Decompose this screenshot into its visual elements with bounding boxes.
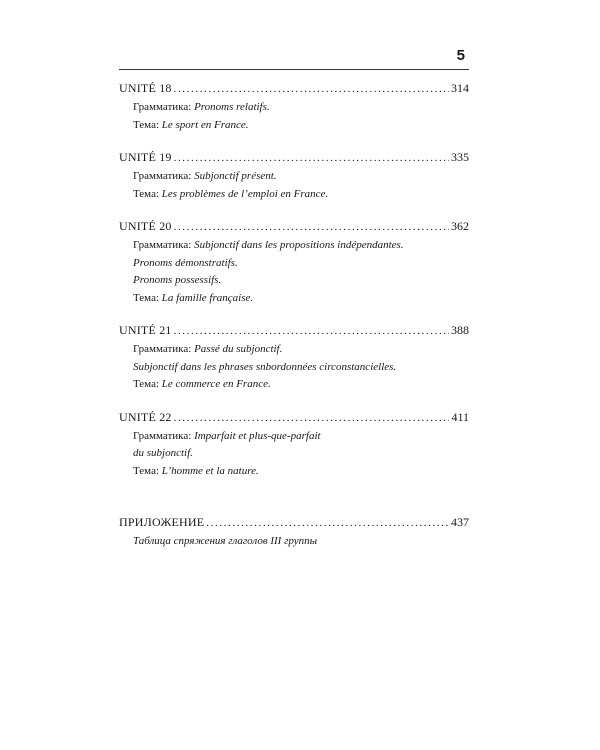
subline-label: Тема:	[133, 118, 162, 131]
subline-label: Грамматика:	[133, 429, 195, 442]
subline-label: Грамматика:	[133, 101, 195, 113]
toc-entry-title: UNITÉ 21	[119, 323, 172, 337]
toc-subline	[133, 359, 469, 377]
subline-text: La famille française.	[161, 291, 254, 304]
subline-label: Тема:	[133, 378, 162, 390]
toc-entry-heading[interactable]	[119, 79, 469, 99]
toc-entry-unite-18	[119, 79, 469, 134]
subline-label: Грамматика:	[133, 343, 195, 355]
dot-leader	[174, 322, 449, 341]
page-number: 5	[456, 47, 465, 64]
subline-label: Грамматика:	[133, 170, 195, 182]
toc-entry-heading[interactable]	[119, 408, 469, 428]
dot-leader	[174, 218, 449, 237]
subline-text: Subjonctif dans les propositions indépendantes.	[194, 239, 404, 251]
appendix-note: Таблица спряжения глаголов III группы	[133, 535, 318, 547]
toc-subline	[133, 237, 469, 255]
subline-text: Pronoms possessifs.	[133, 274, 222, 286]
toc-subline	[133, 290, 469, 308]
subline-text: du subjonctif.	[133, 447, 193, 459]
subline-label: Тема:	[133, 464, 162, 477]
subline-text: Passé du subjonctif.	[194, 343, 283, 355]
toc-entry-unite-22	[119, 408, 469, 481]
toc-subline	[133, 463, 469, 481]
toc-subline	[133, 117, 469, 135]
toc-subline	[133, 168, 469, 186]
toc-entry-page: 388	[451, 323, 469, 337]
toc-entry-heading[interactable]	[119, 513, 469, 533]
toc-entry-appendix	[119, 513, 469, 550]
toc-entry-page: 362	[451, 219, 469, 233]
toc-entry-unite-21	[119, 321, 469, 394]
subline-text: Le sport en France.	[161, 118, 249, 131]
toc-entry-title: UNITÉ 22	[119, 409, 172, 424]
dot-leader	[174, 80, 449, 99]
toc-entry-unite-20	[119, 217, 469, 307]
toc-entry-heading[interactable]	[119, 321, 469, 341]
header-rule	[119, 69, 469, 70]
subline-text: Subjonctif dans les phrases snbordonnées circonstancielles.	[133, 360, 397, 373]
subline-text: Le commerce en France.	[161, 378, 271, 390]
toc-entry-page: 437	[451, 515, 469, 529]
toc-entry-page: 335	[451, 150, 469, 164]
dot-leader	[174, 149, 449, 168]
toc-subline	[133, 376, 469, 394]
subline-text: Imparfait et plus-que-parfait	[194, 429, 321, 442]
toc-subline	[133, 445, 469, 463]
dot-leader	[206, 514, 449, 533]
table-of-contents	[119, 79, 469, 564]
subline-text: Pronoms relatifs.	[194, 101, 270, 113]
toc-subline	[133, 255, 469, 273]
subline-label: Тема:	[133, 291, 162, 304]
toc-entry-heading[interactable]	[119, 148, 469, 168]
subline-text: Subjonctif présent.	[194, 170, 277, 182]
toc-subline	[133, 341, 469, 359]
subline-text: Les problèmes de l’emploi en France.	[161, 187, 329, 200]
dot-leader	[174, 409, 450, 428]
toc-entry-title: UNITÉ 19	[119, 150, 172, 164]
subline-label: Тема:	[133, 187, 162, 200]
subline-text: Pronoms démonstratifs.	[133, 256, 238, 269]
toc-entry-title: UNITÉ 18	[119, 81, 172, 95]
toc-entry-title: ПРИЛОЖЕНИЕ	[119, 515, 205, 529]
toc-subline	[133, 99, 469, 117]
toc-entry-page: 411	[451, 409, 469, 424]
toc-entry-page: 314	[451, 81, 469, 95]
toc-entry-title: UNITÉ 20	[119, 219, 172, 233]
toc-subline	[133, 186, 469, 204]
toc-subline	[133, 272, 469, 290]
toc-entry-heading[interactable]	[119, 217, 469, 237]
toc-subline	[133, 428, 469, 446]
subline-label: Грамматика:	[133, 239, 195, 251]
toc-entry-unite-19	[119, 148, 469, 203]
subline-text: L’homme et la nature.	[161, 464, 259, 477]
